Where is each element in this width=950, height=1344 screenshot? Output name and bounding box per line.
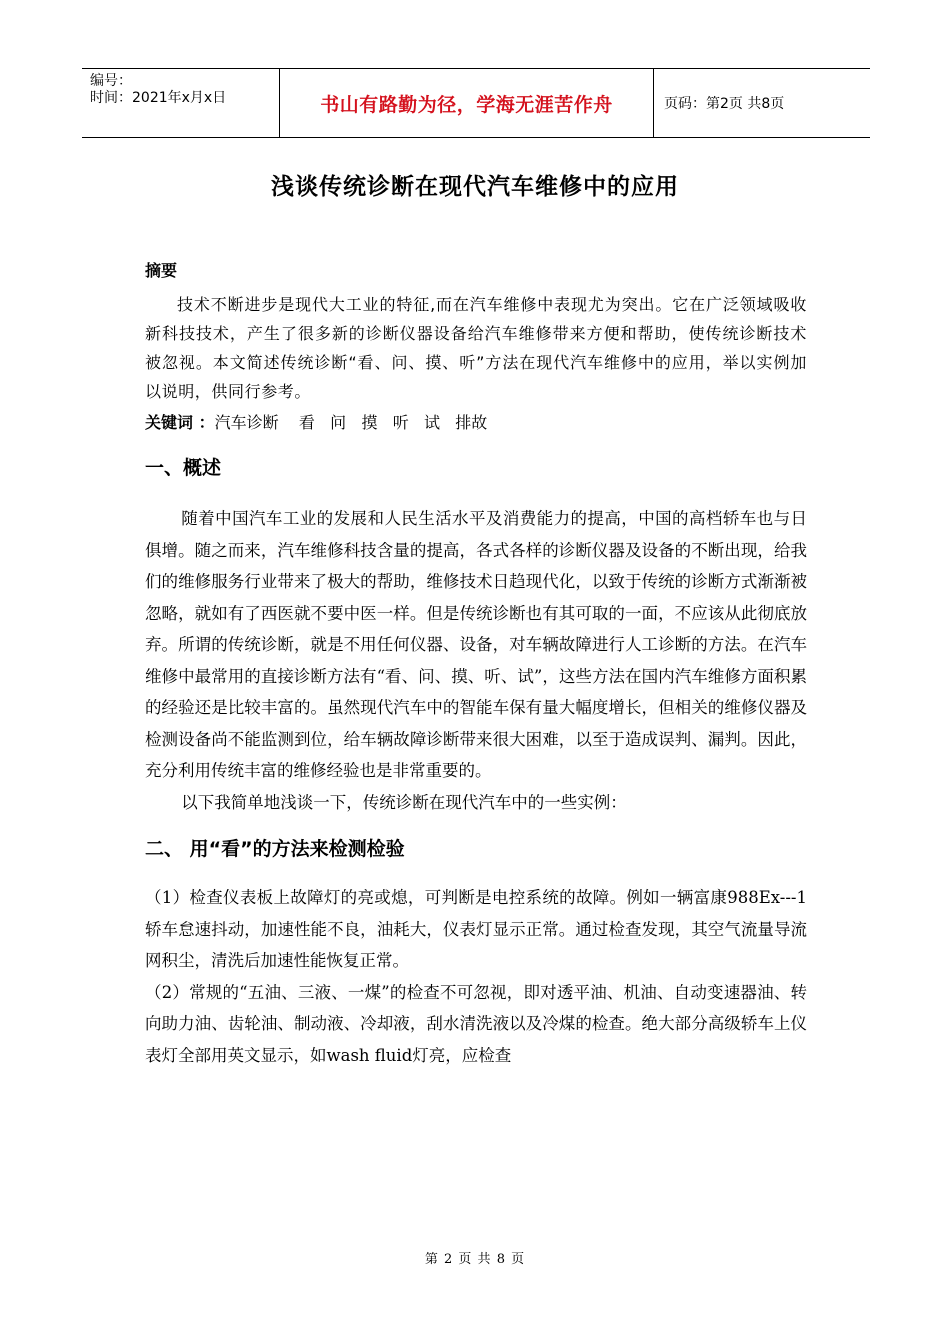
keywords-label: 关键词 ： <box>145 413 215 432</box>
overview-paragraph: 随着中国汽车工业的发展和人民生活水平及消费能力的提高，中国的高档轿车也与日俱增。随之而来，汽车维修科技含量的提高，各式各样的诊断仪器及设备的不断出现，给我们的维修服务行业带来了极大的帮助，维修技术日趋现代化，以致于传统的诊断方式渐渐被忽略，就如有了西医就不要中医一样。但是传统诊断也有其可取的一面，不应该从此彻底放弃。所谓的传统诊断，就是不用任何仪器、设备，对车辆故障进行人工诊断的方法。在汽车维修中最常用的直接诊断方法有“看、问、摸、听、试”，这些方法在国内汽车维修方面积累的经验还是比较丰富的。虽然现代汽车中的智能车保有量大幅度增长，但相关的维修仪器及检测设备尚不能监测到位，给车辆故障诊断带来很大困难，以至于造成误判、漏判。因此，充分利用传统丰富的维修经验也是非常重要的。 <box>145 509 807 780</box>
document-title: 浅谈传统诊断在现代汽车维修中的应用 <box>271 174 679 200</box>
list-item: （1）检查仪表板上故障灯的亮或熄，可判断是电控系统的故障。例如一辆富康988Ex---1轿车怠速抖动，加速性能不良，油耗大，仪表灯显示正常。通过检查发现，其空气流量导流网积尘，清洗后加速性能恢复正常。 <box>145 888 807 970</box>
section-heading-look: 二、 用“看”的方法来检测检验 <box>145 838 405 860</box>
keywords-terms: 汽车诊断 看 问 摸 听 试 排故 <box>214 413 488 432</box>
overview-paragraph: 以下我简单地浅谈一下，传统诊断在现代汽车中的一些实例： <box>181 792 627 812</box>
document-body <box>145 258 807 1071</box>
document-date: 时间：2021年x月x日 <box>90 90 227 106</box>
document-number-label: 编号： <box>90 73 132 89</box>
page-header <box>82 68 870 138</box>
abstract-label: 摘要 <box>145 261 178 280</box>
header-meta <box>82 69 280 137</box>
section-heading-overview: 一、概述 <box>145 457 222 479</box>
page-footer: 第 2 页 共 8 页 <box>424 1252 526 1267</box>
abstract-text: 技术不断进步是现代大工业的特征,而在汽车维修中表现尤为突出。它在广泛领域吸收新科技技术，产生了很多新的诊断仪器设备给汽车维修带来方便和帮助，使传统诊断技术被忽视。本文简述传统诊断“看、问、摸、听”方法在现代汽车维修中的应用，举以实例加以说明，供同行参考。 <box>145 295 807 401</box>
header-page-info: 页码：第2页 共8页 <box>664 96 785 112</box>
list-item: （2）常规的“五油、三液、一煤”的检查不可忽视，即对透平油、机油、自动变速器油、转向助力油、齿轮油、制动液、冷却液，刮水清洗液以及冷煤的检查。绝大部分高级轿车上仪表灯全部用英文显示，如wash fluid灯亮，应检查 <box>145 982 807 1065</box>
keywords-line <box>145 409 807 437</box>
header-motto: 书山有路勤为径，学海无涯苦作舟 <box>280 69 654 137</box>
